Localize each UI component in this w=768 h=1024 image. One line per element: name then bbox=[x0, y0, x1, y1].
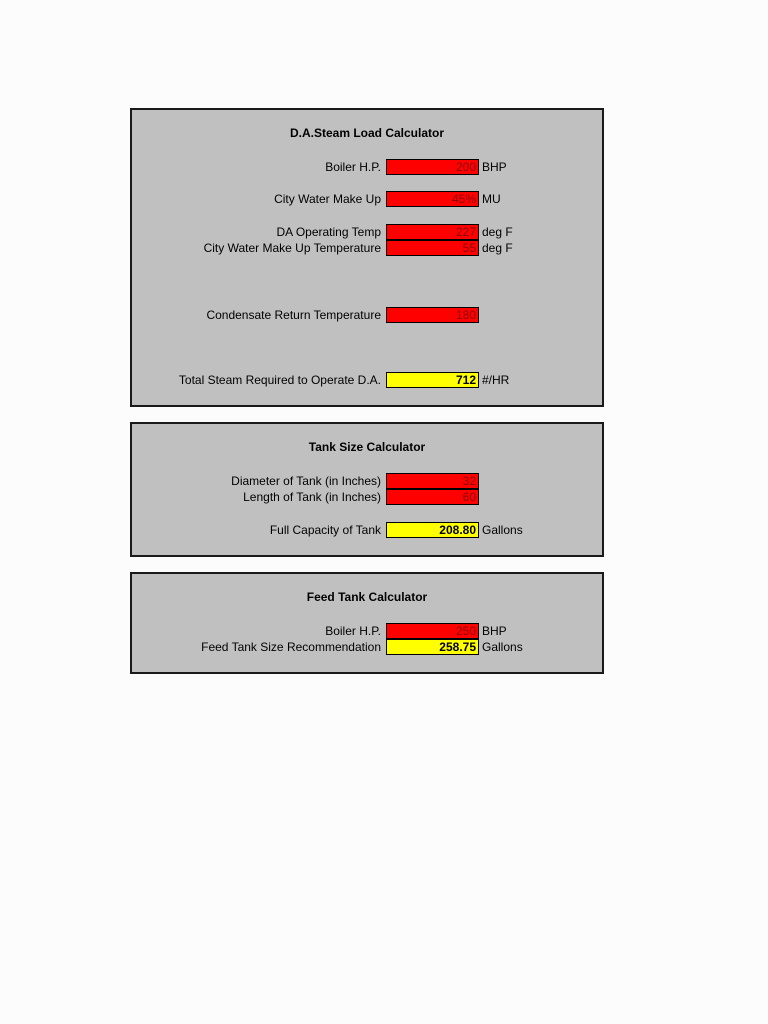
tank-capacity-unit: Gallons bbox=[482, 523, 523, 537]
total-steam-output: 712 bbox=[386, 372, 479, 388]
da-operating-temp-label: DA Operating Temp bbox=[276, 225, 381, 239]
tank-diameter-input[interactable]: 32 bbox=[386, 473, 479, 489]
da-operating-temp-row bbox=[132, 224, 602, 240]
feed-boiler-hp-input[interactable]: 250 bbox=[386, 623, 479, 639]
feed-tank-recommendation-row bbox=[132, 639, 602, 655]
total-steam-row bbox=[132, 372, 602, 388]
feed-tank-recommendation-label: Feed Tank Size Recommendation bbox=[201, 640, 381, 654]
feed-tank-calculator-title: Feed Tank Calculator bbox=[306, 590, 428, 604]
tank-capacity-output: 208.80 bbox=[386, 522, 479, 538]
city-water-temp-label: City Water Make Up Temperature bbox=[203, 241, 381, 255]
tank-length-row bbox=[132, 489, 602, 505]
city-water-makeup-row bbox=[132, 191, 602, 207]
tank-length-label: Length of Tank (in Inches) bbox=[243, 490, 381, 504]
feed-boiler-hp-label: Boiler H.P. bbox=[325, 624, 381, 638]
city-water-temp-row bbox=[132, 240, 602, 256]
tank-capacity-row bbox=[132, 522, 602, 538]
da-operating-temp-unit: deg F bbox=[482, 225, 513, 239]
da-operating-temp-input[interactable]: 227 bbox=[386, 224, 479, 240]
feed-tank-recommendation-unit: Gallons bbox=[482, 640, 523, 654]
tank-calculator-title: Tank Size Calculator bbox=[308, 440, 426, 454]
condensate-return-temp-row bbox=[132, 307, 602, 323]
condensate-return-temp-input[interactable]: 180 bbox=[386, 307, 479, 323]
da-calculator-title: D.A.Steam Load Calculator bbox=[289, 126, 445, 140]
total-steam-unit: #/HR bbox=[482, 373, 510, 387]
tank-capacity-label: Full Capacity of Tank bbox=[269, 523, 381, 537]
total-steam-label: Total Steam Required to Operate D.A. bbox=[178, 373, 381, 387]
city-water-makeup-unit: MU bbox=[482, 192, 501, 206]
condensate-return-temp-label: Condensate Return Temperature bbox=[206, 308, 381, 322]
tank-diameter-row bbox=[132, 473, 602, 489]
boiler-hp-input[interactable]: 200 bbox=[386, 159, 479, 175]
tank-size-calculator-panel bbox=[130, 422, 604, 557]
tank-length-input[interactable]: 60 bbox=[386, 489, 479, 505]
city-water-makeup-label: City Water Make Up bbox=[274, 192, 381, 206]
boiler-hp-label: Boiler H.P. bbox=[325, 160, 381, 174]
city-water-makeup-input[interactable]: 45% bbox=[386, 191, 479, 207]
feed-boiler-hp-unit: BHP bbox=[482, 624, 507, 638]
boiler-hp-unit: BHP bbox=[482, 160, 507, 174]
boiler-hp-row bbox=[132, 159, 602, 175]
tank-diameter-label: Diameter of Tank (in Inches) bbox=[231, 474, 381, 488]
feed-boiler-hp-row bbox=[132, 623, 602, 639]
city-water-temp-unit: deg F bbox=[482, 241, 513, 255]
feed-tank-recommendation-output: 258.75 bbox=[386, 639, 479, 655]
city-water-temp-input[interactable]: 55 bbox=[386, 240, 479, 256]
da-steam-load-calculator-panel bbox=[130, 108, 604, 407]
feed-tank-calculator-panel bbox=[130, 572, 604, 674]
